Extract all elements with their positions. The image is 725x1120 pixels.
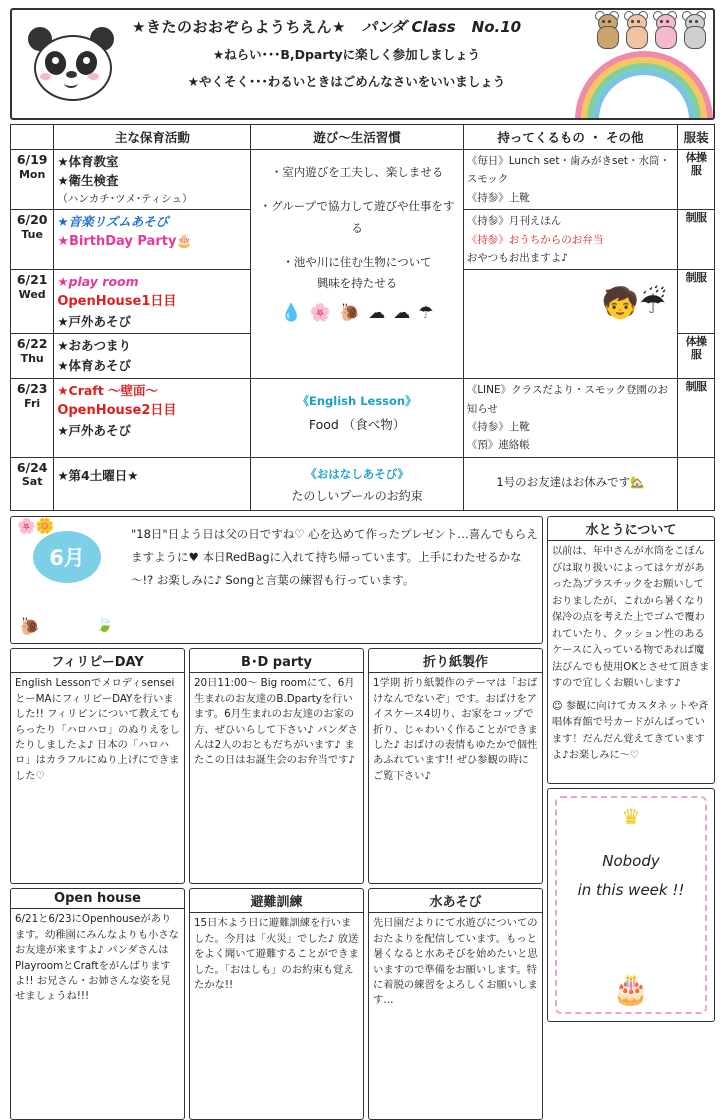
card-body: English LessonでメロディsenseiとーMAにフィリピーDAYを行いました!! フィリピンについて教えてもらったり「ハロハロ」のぬりえをしたりしましたよ♪ 日本の「ハロハロ」はカラフルにぬり上げにできました♡	[15, 677, 180, 782]
panda-mascot	[12, 10, 130, 118]
card-body: 20日11:00～ Big roomにて、6月生まれのお友達のB.Dpartyを行います。6月生まれのお友達のお家の方、ぜひいらして下さい♪ パンダさんは2人のおともだちがいます♪ またこの日はお誕生会のお弁当です♪	[194, 677, 358, 767]
wear-cell: 体操服	[678, 150, 715, 210]
activity-cell: ★play room OpenHouse1日目 ★戸外あそび	[54, 270, 251, 334]
notes-left-column	[10, 516, 543, 1120]
activity-cell: ★おあつまり ★体育あそび	[54, 334, 251, 379]
col-play: 遊び～生活習慣	[251, 125, 463, 150]
bring-cell: 《毎日》Lunch set・歯みがきset・水筒・スモック 《持参》上靴	[463, 150, 677, 210]
notes-right-column	[547, 516, 715, 1120]
smiley-icon: ☺	[552, 700, 563, 712]
card-bd-party	[189, 648, 364, 884]
col-date	[11, 125, 54, 150]
leaf-icon: 🍃	[95, 615, 114, 634]
card-title: 折り紙製作	[369, 649, 542, 673]
card-open-house	[10, 888, 185, 1120]
cloud-icon: ☁	[393, 303, 411, 324]
activity-cell: ★体育教室 ★衛生検査 （ハンカチ･ツメ･ティシュ）	[54, 150, 251, 210]
col-activities: 主な保育活動	[54, 125, 251, 150]
wear-cell: 体操服	[678, 334, 715, 379]
wear-cell: 制服	[678, 270, 715, 334]
class-name: パンダ Class	[361, 18, 456, 36]
cloud-icon: ☁	[368, 303, 386, 324]
monthly-message-text: "18日"日よう日は父の日ですね♡ 心を込めて作ったプレゼント…喜んでもらえますように♥ 本日RedBagに入れて持ち帰っています。上手にわたせるかな～!? お楽しみに♪ Songと言葉の練習も行っています。	[131, 527, 538, 588]
flower-icon: 🌸	[309, 303, 332, 324]
col-wear: 服装	[678, 125, 715, 150]
issue-number: No.10	[471, 17, 522, 36]
card-body: 1学期 折り紙製作のテーマは「おばけなんでないぞ」です。おばけをアイスケース4切り、お家をコップで折り、じゃわいく作ることができました♪ おばけの表情もゆたかで個性あふれています!! ぜひ参観の時にご覧下さい♪	[373, 677, 538, 782]
card-evacuation-drill	[189, 888, 364, 1120]
date-cell: 6/24 Sat	[11, 457, 54, 511]
card-title: B･D party	[190, 649, 363, 673]
rabbit-icon	[652, 14, 678, 48]
water-bottle-panel	[547, 516, 715, 784]
school-name: ★きたのおおぞらようちえん★	[132, 18, 346, 36]
date-cell: 6/22 Thu	[11, 334, 54, 379]
activity-cell: ★音楽リズムあそび ★BirthDay Party🎂	[54, 210, 251, 270]
card-title: 避難訓練	[190, 889, 363, 913]
card-body: 6/21と6/23にOpenhouseがあります。幼稚園にみんなよりも小さなお友達が来ますよ♪ パンダさんはPlayroomとCraftをがんばりますよ!! お兄さん・お姉さんな姿を見せましょうね!!!	[15, 913, 179, 1003]
animal-icons	[594, 14, 707, 48]
play-cell: 《English Lesson》 Food （食べ物）	[251, 379, 463, 458]
nobody-text: Nobody in this week !!	[577, 852, 685, 899]
notes-row-1	[10, 648, 543, 884]
rain-drop-icon: 💧	[280, 303, 302, 324]
wear-cell	[678, 457, 715, 511]
card-title: 水あそび	[369, 889, 542, 913]
wear-cell: 制服	[678, 379, 715, 458]
crown-icon: ♛	[621, 805, 641, 830]
card-body: 先日園だよりにて水遊びについてのおたよりを配信しています。もっと暑くなると水あそびを始めたいと思いますので準備をお願いします。特に着脱の練習をよろしくお願いします…	[373, 917, 538, 1007]
rainbow-icon	[567, 44, 709, 120]
aim-text: ★ねらい･･･B,Dpartyに楽しく参加しましょう	[212, 47, 481, 62]
rain-boy-icon: 🧒☔	[601, 286, 667, 322]
bring-cell: 《LINE》クラスだより・スモック登園のお知らせ 《持参》上靴 《預》連絡帳	[463, 379, 677, 458]
promise-text: ★やくそく･･･わるいときはごめんなさいをいいましょう	[187, 74, 506, 89]
notes-section	[10, 516, 715, 1120]
monthly-message-panel	[10, 516, 543, 644]
date-cell: 6/21 Wed	[11, 270, 54, 334]
card-body: 15日木よう日に避難訓練を行いました。今月は「火災」でした♪ 放送をよく聞いて避難することができました。「おはしも」のお約束も覚えたかな!!	[194, 917, 359, 992]
activity-cell: ★Craft ～壁面～ OpenHouse2日目 ★戸外あそび	[54, 379, 251, 458]
card-origami	[368, 648, 543, 884]
table-row	[11, 379, 715, 458]
castanet-note: ☺ 参観に向けてカスタネットや斉唱体育館で号カードがんばっています！だんだん覚えてきていますよ♪お楽しみに～♡	[552, 700, 709, 762]
card-title: フィリピーDAY	[11, 649, 184, 673]
header-text	[130, 10, 563, 118]
notes-row-2	[10, 888, 543, 1120]
cat-icon	[623, 14, 649, 48]
table-row	[11, 150, 715, 210]
bear-icon	[594, 14, 620, 48]
activity-cell: ★第4土曜日★	[54, 457, 251, 511]
bring-cell: 《持参》月刊えほん 《持参》おうちからのお弁当 おやつもお出ますよ♪	[463, 210, 677, 270]
birthday-nobody-panel	[547, 788, 715, 1022]
play-cell: 《おはなしあそび》 たのしいプールのお約束	[251, 457, 463, 511]
wear-cell: 制服	[678, 210, 715, 270]
weather-doodles	[254, 297, 459, 329]
date-cell: 6/20 Tue	[11, 210, 54, 270]
flower-icon: 🌸🌼	[17, 517, 55, 536]
col-bring: 持ってくるもの ・ その他	[463, 125, 677, 150]
rainbow-illustration	[563, 10, 713, 118]
snail-icon: 🐌	[339, 303, 361, 324]
birthday-cake-icon: 🎂	[612, 972, 650, 1008]
date-cell: 6/23 Fri	[11, 379, 54, 458]
card-philippine-day	[10, 648, 185, 884]
bring-cell	[463, 270, 677, 379]
month-badge: 6月	[33, 531, 101, 583]
schedule-table	[10, 124, 715, 511]
panel-body: 以前は、年中さんが水筒をこぼんびは取り扱いによってはケガがあった為プラスチックをお願いしておりましたが、これから暑くなり保冷の点を考えた上でゴムで覆われていたり、クッション性のあるケースに入っている物であれば魔法びんでも使用OKとさせて頂きますので宜しくお願いします♪	[552, 546, 710, 690]
header	[10, 8, 715, 120]
date-cell: 6/19 Mon	[11, 150, 54, 210]
umbrella-icon: ☂	[418, 303, 434, 324]
month-illustration	[11, 517, 131, 643]
table-header-row	[11, 125, 715, 150]
play-cell: ・室内遊びを工夫し、楽しませる ・グループで協力して遊びや仕事をする ・池や川に住む生物について 興味を持たせる 💧 🌸 🐌 ☁ ☁ ☂	[251, 150, 463, 379]
mouse-icon	[681, 14, 707, 48]
snail-icon: 🐌	[19, 617, 41, 638]
table-row	[11, 457, 715, 511]
bring-cell: 1号のお友達はお休みです🏡	[463, 457, 677, 511]
card-title: Open house	[11, 889, 184, 909]
panel-title: 水とうについて	[548, 517, 714, 541]
panda-face-icon	[28, 27, 114, 101]
card-water-play	[368, 888, 543, 1120]
